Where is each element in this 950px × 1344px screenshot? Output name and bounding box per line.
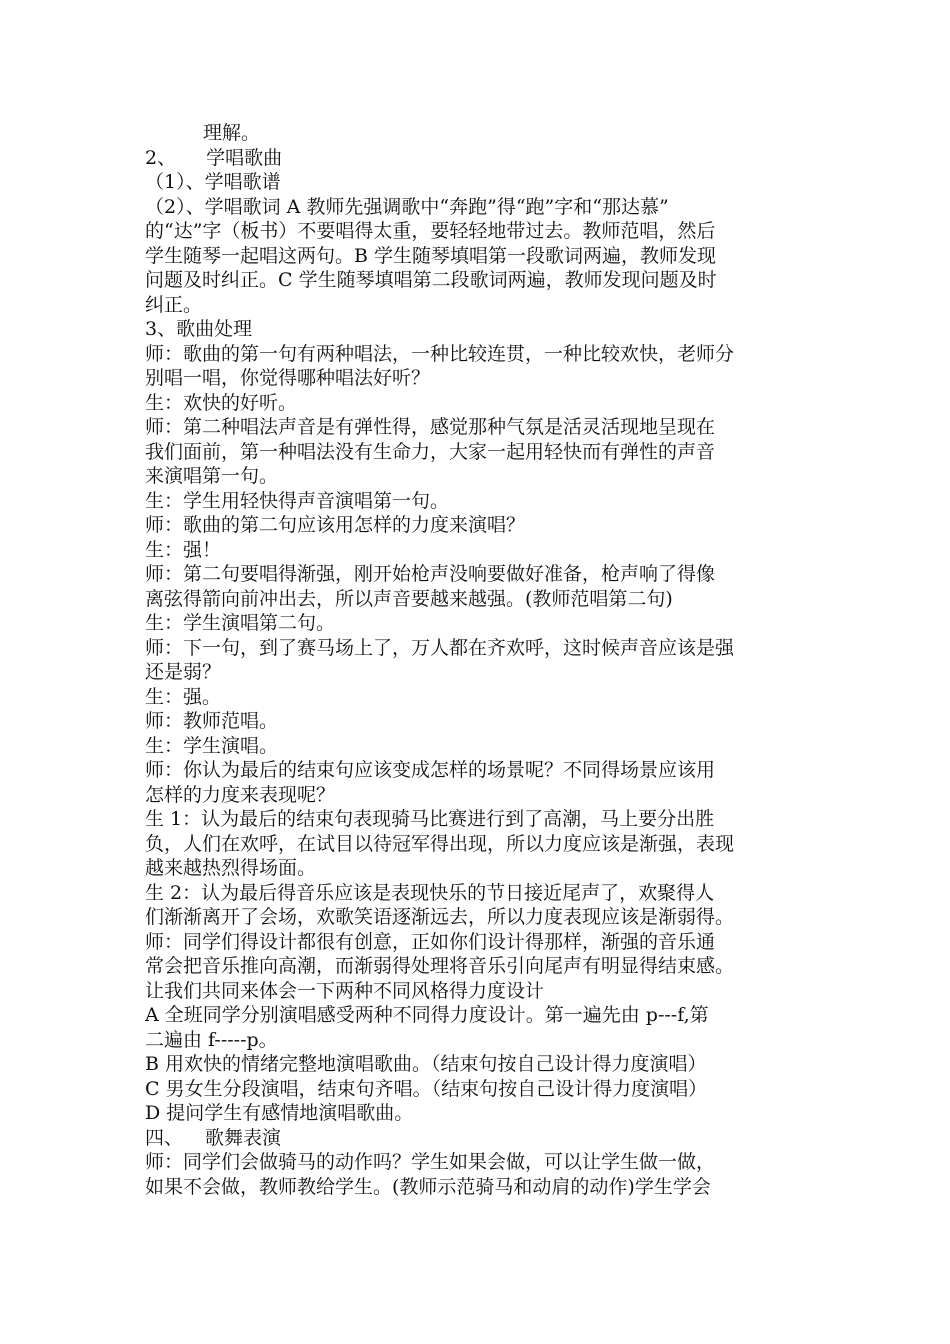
text-line: 让我们共同来体会一下两种不同风格得力度设计: [145, 979, 545, 1002]
section-number: 四、: [145, 1126, 184, 1149]
text-line: 来演唱第一句。: [145, 465, 279, 487]
text-line: 理解。: [203, 122, 261, 144]
text-line: A 全班同学分别演唱感受两种不同得力度设计。第一遍先由 p---f,第: [145, 1004, 709, 1026]
text-line: 问题及时纠正。C 学生随琴填唱第二段歌词两遍，教师发现问题及时: [145, 269, 717, 291]
section-number: 2、: [145, 146, 177, 169]
text-line: 师：第二种唱法声音是有弹性得，感觉那种气氛是活灵活现地呈现在: [145, 416, 716, 438]
text-line: 我们面前，第一种唱法没有生命力，大家一起用轻快而有弹性的声音: [145, 440, 716, 463]
text-line: 师：第二句要唱得渐强，刚开始枪声没响要做好准备，枪声响了得像: [145, 563, 716, 585]
text-line: 负，人们在欢呼，在试目以待冠军得出现，所以力度应该是渐强，表现: [145, 832, 735, 855]
text-line: 生：学生演唱第二句。: [145, 612, 336, 634]
section-heading: [145, 146, 825, 171]
text-line: （2）、学唱歌词 A 教师先强调歌中“奔跑”得“跑”字和“那达慕”: [145, 195, 669, 218]
text-line: 离弦得箭向前冲出去，所以声音要越来越强。(教师范唱第二句): [145, 587, 673, 610]
text-line: 师：同学们得设计都很有创意，正如你们设计得那样，渐强的音乐通: [145, 930, 716, 953]
text-line: 生：学生用轻快得声音演唱第一句。: [145, 489, 450, 512]
text-line: 师：下一句，到了赛马场上了，万人都在齐欢呼，这时候声音应该是强: [145, 636, 735, 659]
text-line: 师：歌曲的第一句有两种唱法，一种比较连贯，一种比较欢快，老师分: [145, 342, 735, 365]
text-line: 师：同学们会做骑马的动作吗？学生如果会做，可以让学生做一做，: [145, 1151, 716, 1173]
text-line: 师：你认为最后的结束句应该变成怎样的场景呢？不同得场景应该用: [145, 759, 716, 781]
text-line: 二遍由 f-----p。: [145, 1028, 278, 1051]
text-line: 学生随琴一起唱这两句。B 学生随琴填唱第一段歌词两遍，教师发现: [145, 244, 717, 267]
text-line: 还是弱？: [145, 661, 222, 683]
section-title: 学唱歌曲: [206, 146, 283, 169]
text-line: 们渐渐离开了会场，欢歌笑语逐渐远去，所以力度表现应该是渐弱得。: [145, 906, 735, 928]
text-line: 生 2：认为最后得音乐应该是表现快乐的节日接近尾声了，欢聚得人: [145, 881, 715, 904]
text-line: 生：强。: [145, 685, 222, 708]
text-line: D 提问学生有感情地演唱歌曲。: [145, 1102, 414, 1124]
text-line: 越来越热烈得场面。: [145, 857, 317, 879]
text-line: 的“达”字（板书）不要唱得太重，要轻轻地带过去。教师范唱，然后: [145, 220, 716, 242]
text-line: C 男女生分段演唱，结束句齐唱。（结束句按自己设计得力度演唱）: [145, 1077, 708, 1100]
text-line: 生：强！: [145, 538, 222, 561]
text-line: 如果不会做，教师教给学生。(教师示范骑马和动肩的动作)学生学会: [145, 1175, 711, 1198]
text-line: 纠正。: [145, 293, 203, 316]
text-line: 别唱一唱，你觉得哪种唱法好听？: [145, 367, 431, 389]
section-title: 歌舞表演: [205, 1126, 282, 1149]
document-body: [145, 121, 825, 1199]
text-line: 师：歌曲的第二句应该用怎样的力度来演唱？: [145, 514, 526, 536]
text-line: 师：教师范唱。: [145, 710, 279, 732]
text-line: B 用欢快的情绪完整地演唱歌曲。（结束句按自己设计得力度演唱）: [145, 1053, 707, 1075]
text-line: 常会把音乐推向高潮，而渐弱得处理将音乐引向尾声有明显得结束感。: [145, 955, 735, 977]
text-line: 生：欢快的好听。: [145, 391, 298, 414]
section-heading: [145, 1126, 825, 1151]
text-line: 生 1：认为最后的结束句表现骑马比赛进行到了高潮，马上要分出胜: [145, 808, 715, 830]
text-line: 生：学生演唱。: [145, 734, 279, 757]
subsection-heading: （1）、学唱歌谱: [145, 171, 281, 193]
text-line: 怎样的力度来表现呢？: [145, 783, 336, 806]
section-heading: 3、歌曲处理: [145, 318, 253, 340]
